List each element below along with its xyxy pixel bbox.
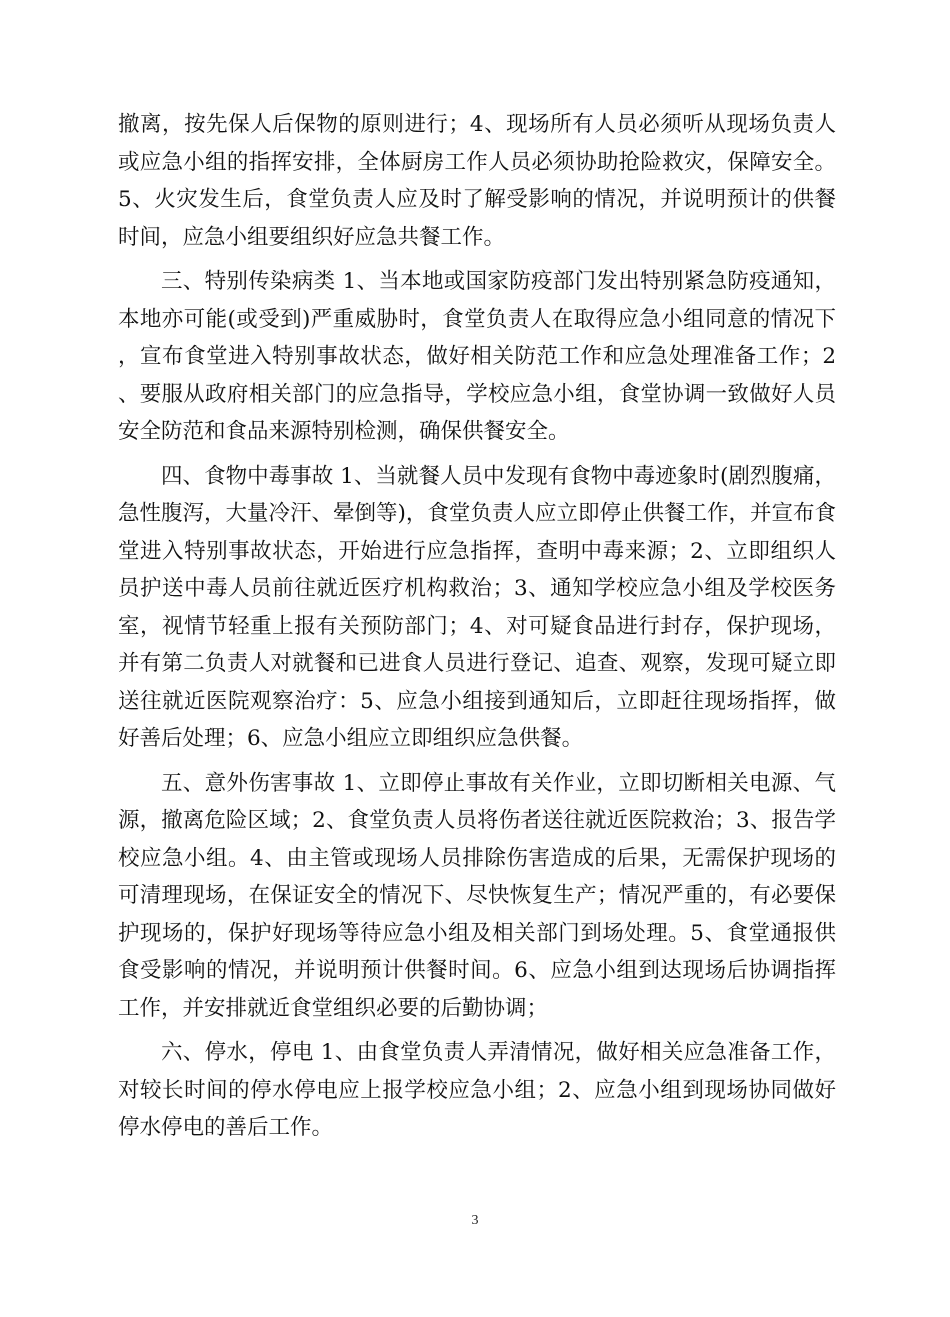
paragraph-infectious-disease: 三、特别传染病类 1、当本地或国家防疫部门发出特别紧急防疫通知，本地亦可能(或受到)严重威胁时，食堂负责人在取得应急小组同意的情况下，宣布食堂进入特别事故状态，做好相关防范工作和应急处理准备工作；2、要服从政府相关部门的应急指导，学校应急小组，食堂协调一致做好人员安全防范和食品来源特别检测，确保供餐安全。 bbox=[118, 269, 836, 444]
page-number: 3 bbox=[471, 1213, 479, 1228]
paragraph-water-power-outage: 六、停水，停电 1、由食堂负责人弄清情况，做好相关应急准备工作，对较长时间的停水停电应上报学校应急小组；2、应急小组到现场协同做好停水停电的善后工作。 bbox=[118, 1040, 836, 1140]
paragraph-accidental-injury: 五、意外伤害事故 1、立即停止事故有关作业，立即切断相关电源、气源，撤离危险区域；2、食堂负责人员将伤者送往就近医院救治；3、报告学校应急小组。4、由主管或现场人员排除伤害造成的后果，无需保护现场的可清理现场，在保证安全的情况下、尽快恢复生产；情况严重的，有必要保护现场的，保护好现场等待应急小组及相关部门到场处理。5、食堂通报供食受影响的情况，并说明预计供餐时间。6、应急小组到达现场后协调指挥工作，并安排就近食堂组织必要的后勤协调； bbox=[118, 770, 836, 1021]
document-body bbox=[118, 106, 836, 1154]
paragraph-fire-continued: 撤离，按先保人后保物的原则进行；4、现场所有人员必须听从现场负责人或应急小组的指挥安排，全体厨房工作人员必须协助抢险救灾，保障安全。5、火灾发生后，食堂负责人应及时了解受影响的情况，并说明预计的供餐时间，应急小组要组织好应急共餐工作。 bbox=[118, 112, 836, 250]
paragraph-food-poisoning: 四、食物中毒事故 1、当就餐人员中发现有食物中毒迹象时(剧烈腹痛，急性腹泻，大量冷汗、晕倒等)，食堂负责人应立即停止供餐工作，并宣布食堂进入特别事故状态，开始进行应急指挥，查明中毒来源；2、立即组织人员护送中毒人员前往就近医疗机构救治；3、通知学校应急小组及学校医务室，视情节轻重上报有关预防部门；4、对可疑食品进行封存，保护现场，并有第二负责人对就餐和已进食人员进行登记、追查、观察，发现可疑立即送往就近医院观察治疗：5、应急小组接到通知后，立即赶往现场指挥，做好善后处理；6、应急小组应立即组织应急供餐。 bbox=[118, 463, 836, 751]
